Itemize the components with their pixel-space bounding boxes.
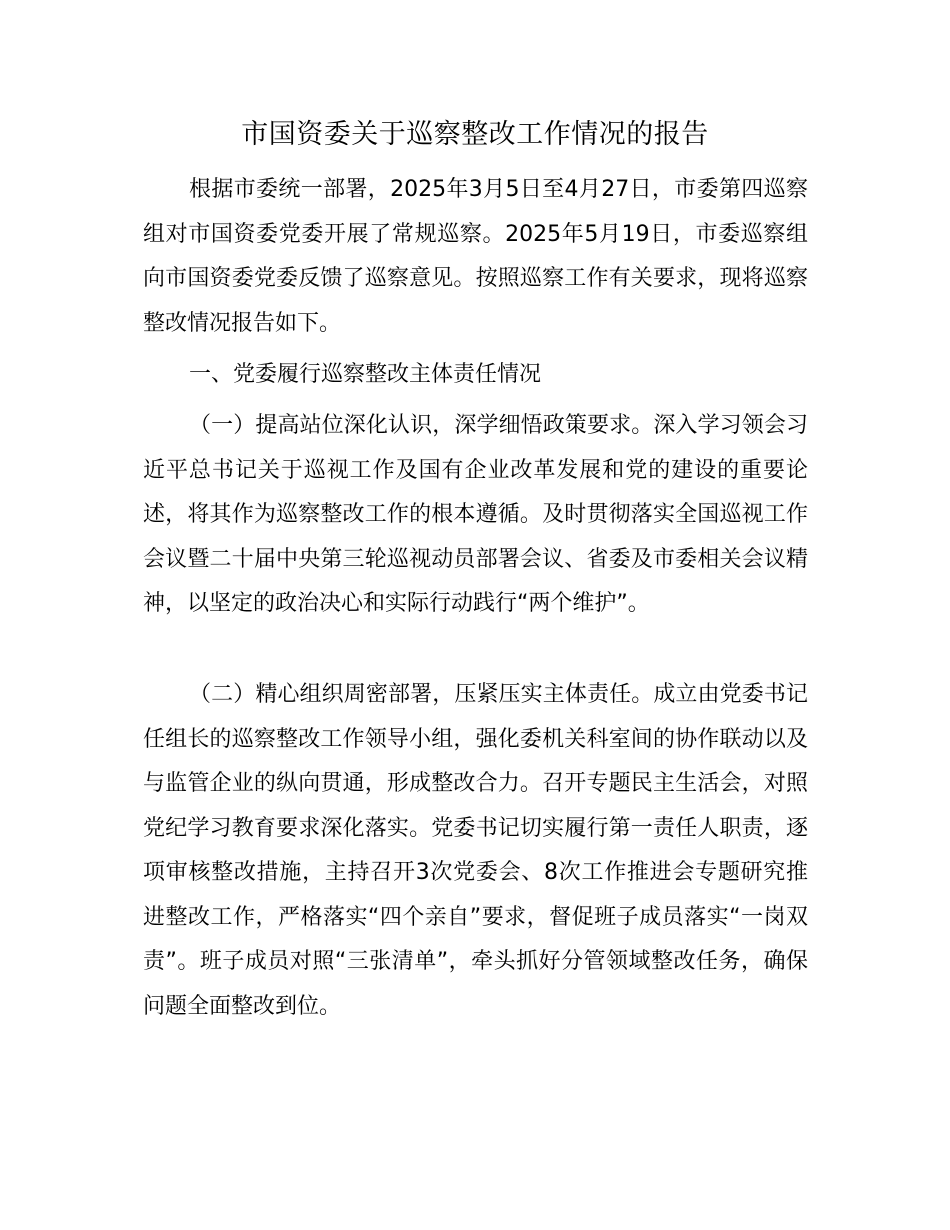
section-heading-1: 一、党委履行巡察整改主体责任情况	[189, 362, 542, 387]
paragraph-subsection-1: （一）提高站位深化认识，深学细悟政策要求。深入学习领会习近平总书记关于巡视工作及国有企业改革发展和党的建设的重要论述，将其作为巡察整改工作的根本遵循。及时贯彻落实全国巡视工作会议暨二十届中央第三轮巡视动员部署会议、省委及市委相关会议精神，以坚定的政治决心和实际行动践行“两个维护”。	[143, 413, 808, 616]
paragraph-subsection-2: （二）精心组织周密部署，压紧压实主体责任。成立由党委书记任组长的巡察整改工作领导小组，强化委机关科室间的协作联动以及与监管企业的纵向贯通，形成整改合力。召开专题民主生活会，对照党纪学习教育要求深化落实。党委书记切实履行第一责任人职责，逐项审核整改措施，主持召开3次党委会、8次工作推进会专题研究推进整改工作，严格落实“四个亲自”要求，督促班子成员落实“一岗双责”。班子成员对照“三张清单”，牵头抓好分管领域整改任务，确保问题全面整改到位。	[143, 682, 808, 1019]
paragraph-intro: 根据市委统一部署，2025年3月5日至4月27日，市委第四巡察组对市国资委党委开展了常规巡察。2025年5月19日，市委巡察组向市国资委党委反馈了巡察意见。按照巡察工作有关要求，现将巡察整改情况报告如下。	[143, 177, 808, 336]
document-title: 市国资委关于巡察整改工作情况的报告	[241, 119, 709, 150]
